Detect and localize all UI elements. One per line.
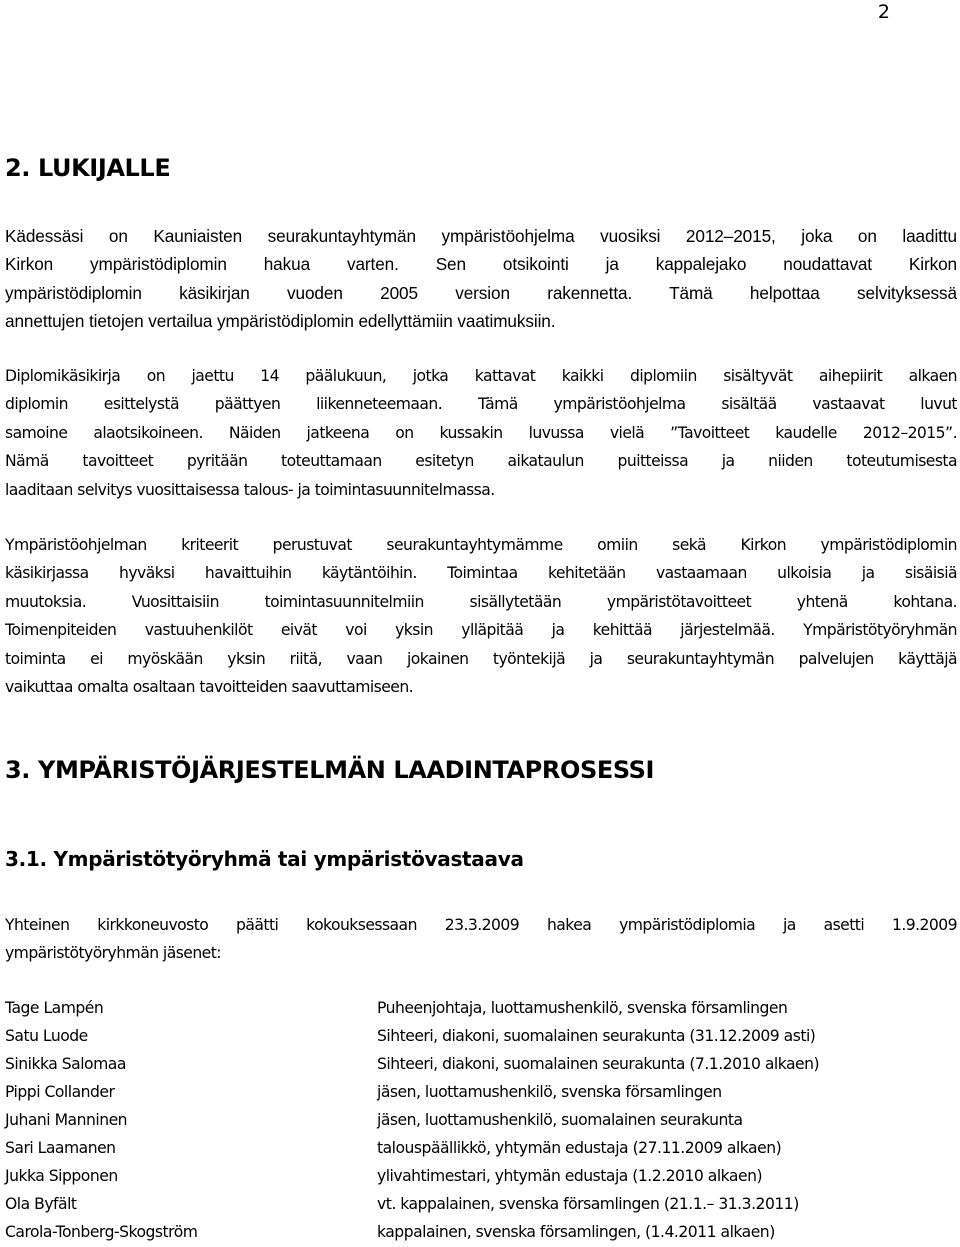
- member-row: [5, 1078, 955, 1106]
- member-name: Juhani Manninen: [5, 1111, 128, 1129]
- member-row: [5, 1106, 955, 1134]
- member-row: [5, 994, 955, 1022]
- paragraph-line: toiminta ei myöskään yksin riitä, vaan jokainen työntekijä ja seurakuntayhtymän palvelujen käyttäjä: [5, 649, 957, 668]
- paragraph-line: Yhteinen kirkkoneuvosto päätti kokouksessaan 23.3.2009 hakea ympäristödiplomia ja asetti 1.9.2009: [5, 916, 957, 934]
- paragraph-committee-intro: [5, 911, 957, 968]
- paragraph-line: laaditaan selvitys vuosittaisessa talous- ja toimintasuunnitelmassa.: [5, 480, 495, 499]
- member-row: [5, 1162, 955, 1190]
- paragraph-line: Diplomikäsikirja on jaettu 14 päälukuun, jotka kattavat kaikki diplomiin sisältyvät aihepiirit alkaen: [5, 367, 957, 385]
- paragraph-line: Ympäristöohjelman kriteerit perustuvat seurakuntayhtymämme omiin sekä Kirkon ympäristödiplomin: [5, 536, 957, 554]
- paragraph-line: ympäristötyöryhmän jäsenet:: [5, 944, 221, 963]
- member-role: talouspäällikkö, yhtymän edustaja (27.11.2009 alkaen): [377, 1139, 782, 1157]
- section-3-heading: 3. YMPÄRISTÖJÄRJESTELMÄN LAADINTAPROSESSI: [5, 756, 655, 784]
- member-name: Carola-Tonberg-Skogström: [5, 1223, 198, 1241]
- member-name: Satu Luode: [5, 1027, 88, 1045]
- member-role: jäsen, luottamushenkilö, svenska församlingen: [377, 1083, 722, 1101]
- paragraph-line: käsikirjassa hyväksi havaittuihin käytäntöihin. Toimintaa kehitetään vastaamaan ulkoisia ja sisäisiä: [5, 564, 957, 583]
- member-role: jäsen, luottamushenkilö, suomalainen seurakunta: [377, 1111, 743, 1129]
- member-row: [5, 1190, 955, 1218]
- member-name: Ola Byfält: [5, 1195, 77, 1213]
- paragraph-line: muutoksia. Vuosittaisiin toimintasuunnitelmiin sisällytetään ympäristötavoitteet yhtenä kohtana.: [5, 592, 957, 611]
- member-name: Tage Lampén: [5, 999, 104, 1017]
- member-name: Jukka Sipponen: [5, 1167, 118, 1185]
- paragraph-line: vaikuttaa omalta osaltaan tavoitteiden saavuttamiseen.: [5, 677, 414, 696]
- paragraph-intro: [5, 222, 957, 336]
- paragraph-line: Toimenpiteiden vastuuhenkilöt eivät voi yksin ylläpitää ja kehittää järjestelmää. Ympäristötyöryhmän: [5, 621, 957, 640]
- member-role: Puheenjohtaja, luottamushenkilö, svenska församlingen: [377, 999, 788, 1017]
- member-role: ylivahtimestari, yhtymän edustaja (1.2.2010 alkaen): [377, 1167, 763, 1185]
- member-role: kappalainen, svenska församlingen, (1.4.2011 alkaen): [377, 1223, 775, 1241]
- member-row: [5, 1134, 955, 1162]
- member-row: [5, 1218, 955, 1246]
- member-name: Pippi Collander: [5, 1083, 115, 1101]
- member-row: [5, 1022, 955, 1050]
- paragraph-line: ympäristödiplomin käsikirjan vuoden 2005 version rakennetta. Tämä helpottaa selvityksessä: [5, 282, 957, 303]
- member-row: [5, 1050, 955, 1078]
- paragraph-line: Nämä tavoitteet pyritään toteuttamaan esitetyn aikataulun puitteissa ja niiden toteutumisesta: [5, 452, 957, 471]
- paragraph-line: samoine alaotsikoineen. Näiden jatkeena on kussakin luvussa vielä ”Tavoitteet kaudelle 2012–2015”.: [5, 423, 957, 442]
- section-3-1-heading: 3.1. Ympäristötyöryhmä tai ympäristövastaava: [5, 847, 524, 871]
- member-list: [5, 994, 955, 1246]
- section-2-heading: 2. LUKIJALLE: [5, 154, 171, 182]
- member-role: Sihteeri, diakoni, suomalainen seurakunta (31.12.2009 asti): [377, 1027, 816, 1045]
- paragraph-criteria: [5, 531, 957, 701]
- paragraph-handbook: [5, 362, 957, 504]
- page-number: 2: [877, 1, 890, 23]
- member-name: Sinikka Salomaa: [5, 1055, 126, 1073]
- member-name: Sari Laamanen: [5, 1139, 116, 1157]
- paragraph-line: annettujen tietojen vertailua ympäristödiplomin edellyttämiin vaatimuksiin.: [5, 311, 556, 332]
- paragraph-line: Kirkon ympäristödiplomin hakua varten. Sen otsikointi ja kappalejako noudattavat Kirkon: [5, 254, 957, 275]
- member-role: Sihteeri, diakoni, suomalainen seurakunta (7.1.2010 alkaen): [377, 1055, 820, 1073]
- paragraph-line: Kädessäsi on Kauniaisten seurakuntayhtymän ympäristöohjelma vuosiksi 2012–2015, joka on laadittu: [5, 226, 957, 246]
- member-role: vt. kappalainen, svenska församlingen (21.1.– 31.3.2011): [377, 1195, 799, 1213]
- paragraph-line: diplomin esittelystä päättyen liikenneteemaan. Tämä ympäristöohjelma sisältää vastaavat luvut: [5, 395, 957, 414]
